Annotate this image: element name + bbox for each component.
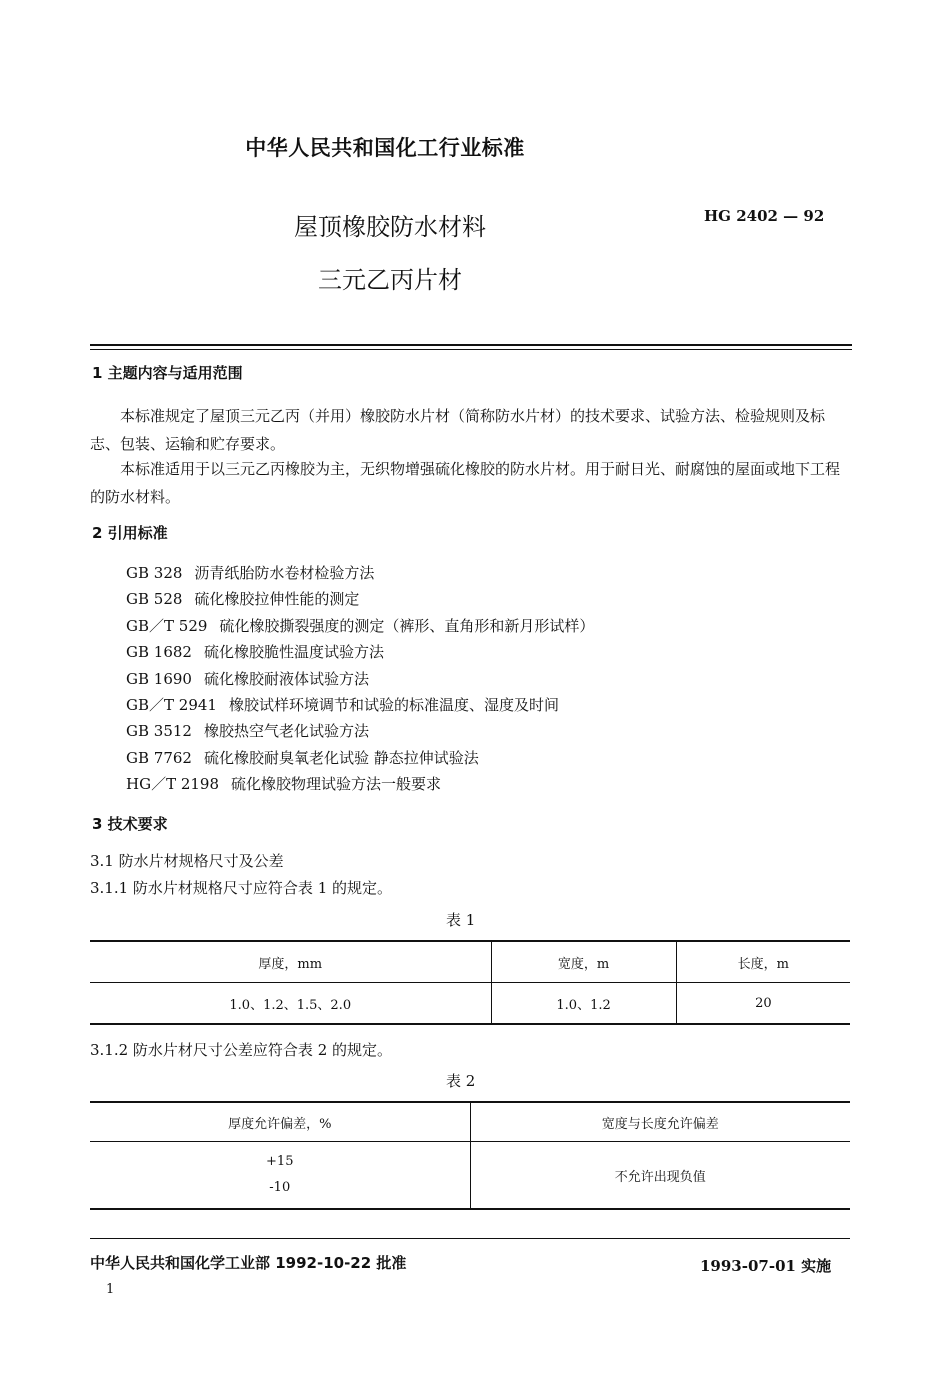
section-1-paragraph-2: 本标准适用于以三元乙丙橡胶为主，无织物增强硫化橡胶的防水片材。用于耐日光、耐腐蚀的屋面或地下工程的防水材料。: [90, 460, 841, 506]
tolerance-minus: -10: [269, 1180, 291, 1195]
document-subtitle: 三元乙丙片材: [318, 266, 462, 294]
table-cell: 不允许出现负值: [470, 1142, 850, 1210]
reference-title: 沥青纸胎防水卷材检验方法: [194, 564, 375, 582]
table-1: [90, 940, 850, 1025]
effective-date-line: 1993-07-01 实施: [700, 1257, 832, 1275]
document-title: 屋顶橡胶防水材料: [294, 213, 486, 241]
clause-3-1: 3.1 防水片材规格尺寸及公差: [90, 852, 284, 870]
table-header-row: [90, 1102, 850, 1142]
reference-item: [126, 692, 594, 718]
reference-item: [126, 666, 594, 692]
table-1-caption: 表 1: [446, 911, 476, 929]
table-cell: 1.0、1.2: [491, 983, 676, 1025]
reference-number: GB 1690: [126, 669, 192, 688]
normative-references-list: [126, 560, 594, 798]
reference-number: HG／T 2198: [126, 775, 220, 794]
tolerance-plus: +15: [266, 1154, 294, 1169]
reference-title: 硫化橡胶脆性温度试验方法: [203, 643, 384, 662]
reference-title: 硫化橡胶撕裂强度的测定（裤形、直角形和新月形试样）: [219, 616, 595, 635]
table-cell: 1.0、1.2、1.5、2.0: [90, 983, 491, 1025]
table-header-cell: 宽度与长度允许偏差: [470, 1102, 850, 1142]
footer-rule: [90, 1238, 850, 1239]
reference-item: [126, 745, 594, 771]
table-header-cell: 长度，m: [676, 941, 850, 983]
issuer-heading: 中华人民共和国化工行业标准: [245, 136, 525, 160]
table-header-row: [90, 941, 850, 983]
reference-number: GB 7762: [126, 748, 192, 767]
reference-item: [126, 639, 594, 665]
page-number: 1: [106, 1282, 115, 1297]
table-cell: 20: [676, 983, 850, 1025]
reference-number: GB 328: [126, 564, 183, 582]
reference-number: GB 528: [126, 590, 183, 609]
reference-item: [126, 560, 594, 586]
table-header-cell: 厚度允许偏差，%: [90, 1102, 470, 1142]
reference-title: 硫化橡胶物理试验方法一般要求: [231, 775, 442, 794]
clause-3-1-2: 3.1.2 防水片材尺寸公差应符合表 2 的规定。: [90, 1041, 393, 1059]
reference-item: [126, 613, 594, 639]
table-row: [90, 983, 850, 1025]
approval-line: 中华人民共和国化学工业部 1992-10-22 批准: [90, 1254, 407, 1272]
reference-title: 硫化橡胶耐液体试验方法: [203, 669, 369, 688]
reference-item: [126, 718, 594, 744]
reference-item: [126, 586, 594, 612]
reference-title: 硫化橡胶耐臭氧老化试验 静态拉伸试验法: [203, 748, 479, 767]
table-cell: [90, 1142, 470, 1210]
header-rule-thin: [90, 349, 852, 350]
section-3-heading: 3 技术要求: [92, 815, 168, 833]
reference-number: GB／T 2941: [126, 696, 217, 715]
table-header-cell: 宽度，m: [491, 941, 676, 983]
header-rule: [90, 344, 852, 346]
table-2: [90, 1101, 850, 1210]
section-1-paragraph-1: 本标准规定了屋顶三元乙丙（并用）橡胶防水片材（简称防水片材）的技术要求、试验方法、检验规则及标志、包装、运输和贮存要求。: [90, 407, 826, 453]
reference-title: 橡胶热空气老化试验方法: [203, 722, 369, 741]
table-2-caption: 表 2: [446, 1072, 476, 1090]
standard-code: HG 2402 — 92: [704, 207, 825, 225]
clause-3-1-1: 3.1.1 防水片材规格尺寸应符合表 1 的规定。: [90, 879, 393, 897]
table-row: [90, 1142, 850, 1210]
section-2-heading: 2 引用标准: [92, 524, 168, 542]
section-1-heading: 1 主题内容与适用范围: [92, 364, 243, 382]
table-header-cell: 厚度，mm: [90, 941, 491, 983]
reference-number: GB／T 529: [126, 616, 208, 635]
reference-title: 硫化橡胶拉伸性能的测定: [194, 590, 360, 609]
reference-title: 橡胶试样环境调节和试验的标准温度、湿度及时间: [228, 696, 559, 715]
reference-item: [126, 771, 594, 797]
reference-number: GB 3512: [126, 722, 192, 741]
reference-number: GB 1682: [126, 643, 192, 662]
